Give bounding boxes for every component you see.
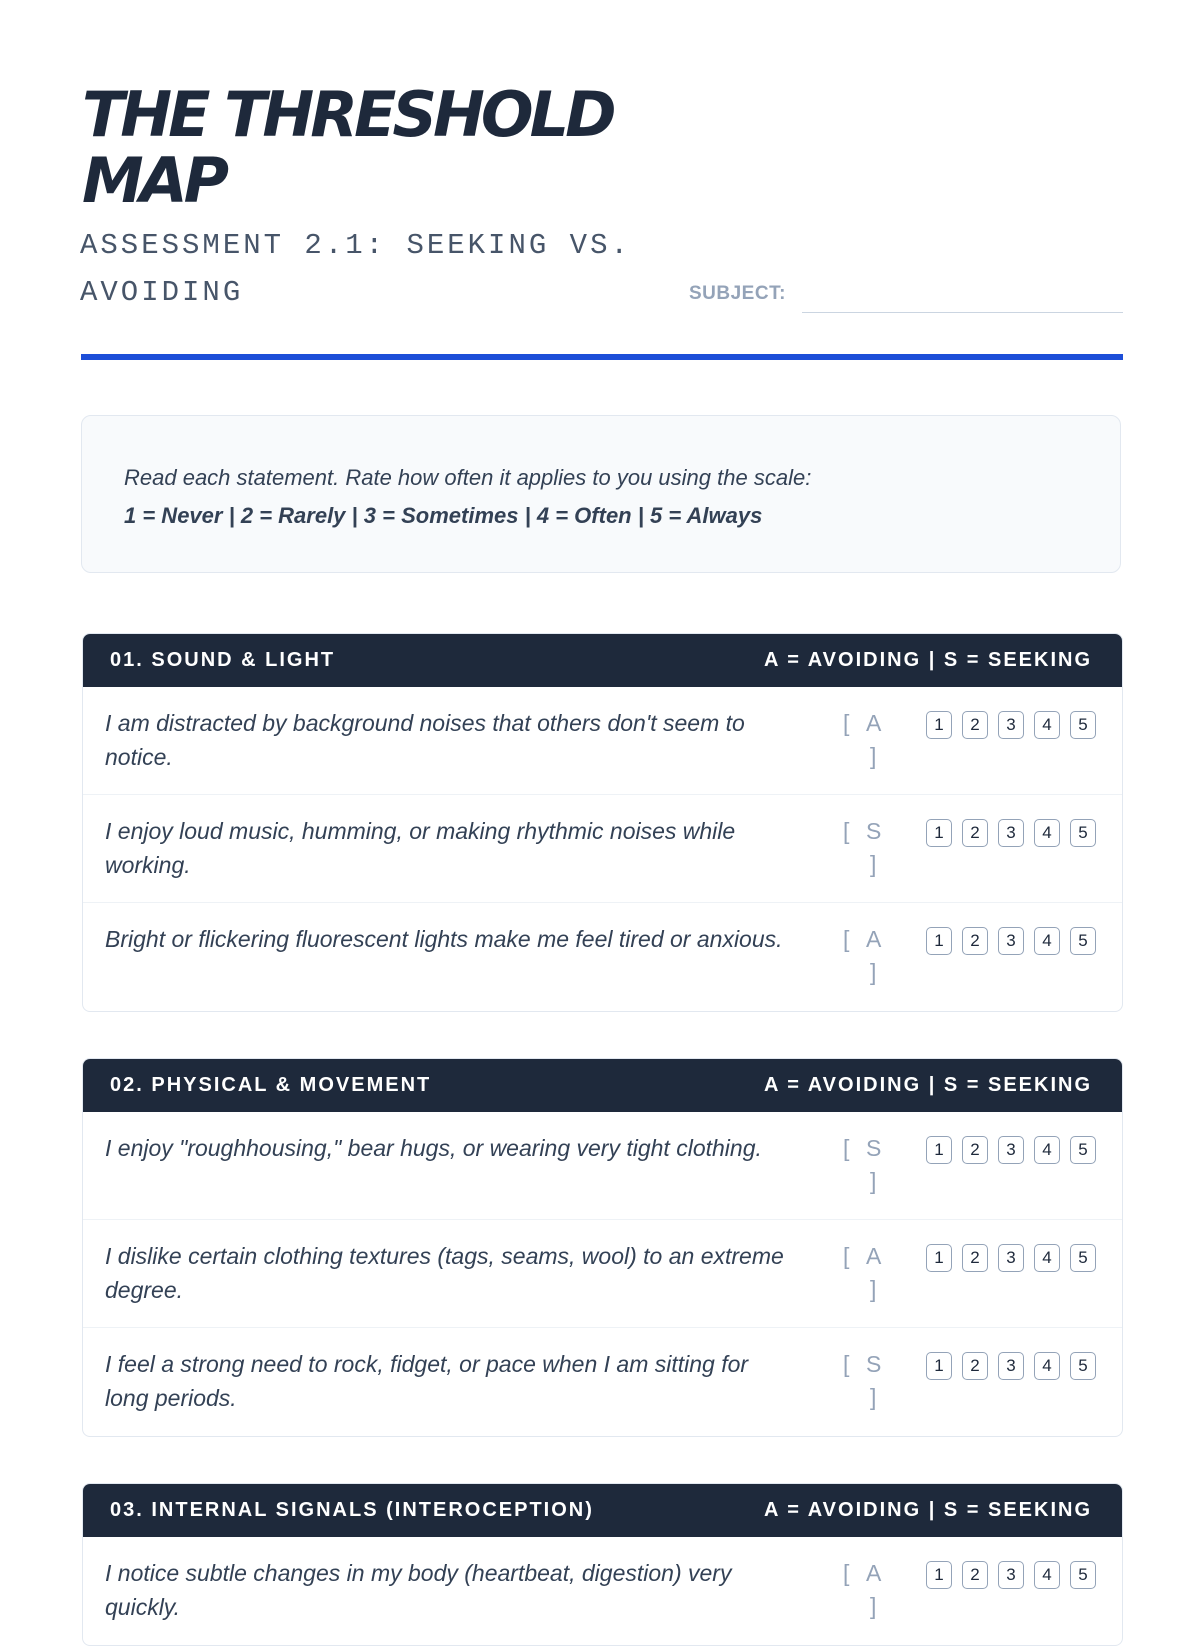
statement-text: I notice subtle changes in my body (heartbeat, digestion) very quickly. bbox=[105, 1560, 732, 1620]
rating-option-2[interactable]: 2 bbox=[962, 1561, 988, 1589]
instructions-box bbox=[81, 415, 1121, 573]
rating-option-4[interactable]: 4 bbox=[1034, 1561, 1060, 1589]
statement-text: I dislike certain clothing textures (tags, seams, wool) to an extreme degree. bbox=[105, 1243, 784, 1303]
rating-option-3[interactable]: 3 bbox=[998, 927, 1024, 955]
rating-option-2[interactable]: 2 bbox=[962, 1352, 988, 1380]
category-code: S bbox=[866, 818, 882, 844]
category-code: A bbox=[866, 710, 882, 736]
section-internal-signals bbox=[82, 1483, 1123, 1646]
rating-option-5[interactable]: 5 bbox=[1070, 1352, 1096, 1380]
section-legend: A = AVOIDING | S = SEEKING bbox=[763, 649, 1092, 671]
rating-option-2[interactable]: 2 bbox=[962, 711, 988, 739]
rating-option-1[interactable]: 1 bbox=[926, 1352, 952, 1380]
section-header bbox=[83, 1059, 1122, 1112]
rating-option-5[interactable]: 5 bbox=[1070, 711, 1096, 739]
assessment-subtitle: ASSESSMENT 2.1: SEEKING VS. AVOIDING bbox=[80, 229, 631, 309]
bracket-close: ] bbox=[870, 743, 877, 769]
rating-option-5[interactable]: 5 bbox=[1070, 1136, 1096, 1164]
bracket-open: [ bbox=[843, 926, 850, 952]
rating-option-3[interactable]: 3 bbox=[998, 1352, 1024, 1380]
bracket-open: [ bbox=[843, 710, 850, 736]
question-row bbox=[83, 903, 1122, 1011]
bracket-close: ] bbox=[870, 851, 877, 877]
rating-option-4[interactable]: 4 bbox=[1034, 1244, 1060, 1272]
section-header bbox=[83, 1484, 1122, 1537]
bracket-close: ] bbox=[870, 1384, 877, 1410]
rating-option-5[interactable]: 5 bbox=[1070, 1561, 1096, 1589]
category-code: A bbox=[866, 1560, 882, 1586]
rating-option-3[interactable]: 3 bbox=[998, 1561, 1024, 1589]
rating-option-3[interactable]: 3 bbox=[998, 711, 1024, 739]
question-row bbox=[83, 687, 1122, 795]
bracket-open: [ bbox=[843, 1135, 850, 1161]
statement-text: I enjoy loud music, humming, or making rhythmic noises while working. bbox=[105, 818, 736, 878]
section-title: 02. PHYSICAL & MOVEMENT bbox=[110, 1074, 432, 1096]
subject-label: SUBJECT: bbox=[689, 283, 786, 304]
rating-option-3[interactable]: 3 bbox=[998, 819, 1024, 847]
question-row bbox=[83, 1112, 1122, 1220]
question-row bbox=[83, 1220, 1122, 1328]
category-code: S bbox=[866, 1135, 882, 1161]
rating-scale bbox=[926, 1561, 1096, 1589]
question-row bbox=[83, 1328, 1122, 1436]
bracket-open: [ bbox=[843, 1351, 850, 1377]
rating-scale bbox=[926, 1136, 1096, 1164]
rating-scale bbox=[926, 1244, 1096, 1272]
bracket-close: ] bbox=[870, 1276, 877, 1302]
subject-field[interactable] bbox=[802, 312, 1123, 313]
rating-scale bbox=[926, 1352, 1096, 1380]
bracket-open: [ bbox=[843, 1560, 850, 1586]
rating-option-4[interactable]: 4 bbox=[1034, 1136, 1060, 1164]
rating-option-1[interactable]: 1 bbox=[926, 1244, 952, 1272]
rating-option-4[interactable]: 4 bbox=[1034, 711, 1060, 739]
section-sound-light bbox=[82, 633, 1123, 1012]
section-title: 03. INTERNAL SIGNALS (INTEROCEPTION) bbox=[110, 1499, 594, 1521]
section-header bbox=[83, 634, 1122, 687]
rating-option-2[interactable]: 2 bbox=[962, 927, 988, 955]
statement-text: I feel a strong need to rock, fidget, or pace when I am sitting for long periods. bbox=[105, 1351, 749, 1411]
statement-text: I am distracted by background noises that others don't seem to notice. bbox=[105, 710, 745, 770]
section-legend: A = AVOIDING | S = SEEKING bbox=[763, 1074, 1092, 1096]
rating-option-1[interactable]: 1 bbox=[926, 1561, 952, 1589]
header-divider bbox=[81, 354, 1123, 360]
rating-option-4[interactable]: 4 bbox=[1034, 1352, 1060, 1380]
statement-text: Bright or flickering fluorescent lights make me feel tired or anxious. bbox=[105, 926, 783, 952]
bracket-open: [ bbox=[843, 818, 850, 844]
rating-option-2[interactable]: 2 bbox=[962, 819, 988, 847]
bracket-close: ] bbox=[870, 959, 877, 985]
rating-option-2[interactable]: 2 bbox=[962, 1244, 988, 1272]
page-title: THE THRESHOLD MAP bbox=[82, 78, 613, 217]
question-row bbox=[83, 795, 1122, 903]
rating-option-4[interactable]: 4 bbox=[1034, 927, 1060, 955]
section-legend: A = AVOIDING | S = SEEKING bbox=[763, 1499, 1092, 1521]
rating-option-5[interactable]: 5 bbox=[1070, 927, 1096, 955]
question-row bbox=[83, 1537, 1122, 1645]
bracket-close: ] bbox=[870, 1593, 877, 1619]
rating-option-1[interactable]: 1 bbox=[926, 1136, 952, 1164]
rating-option-2[interactable]: 2 bbox=[962, 1136, 988, 1164]
rating-scale-legend: 1 = Never | 2 = Rarely | 3 = Sometimes | 4 = Often | 5 = Always bbox=[124, 503, 763, 528]
rating-option-3[interactable]: 3 bbox=[998, 1136, 1024, 1164]
rating-option-1[interactable]: 1 bbox=[926, 819, 952, 847]
section-title: 01. SOUND & LIGHT bbox=[110, 649, 336, 671]
rating-option-5[interactable]: 5 bbox=[1070, 819, 1096, 847]
category-code: S bbox=[866, 1351, 882, 1377]
rating-scale bbox=[926, 819, 1096, 847]
rating-scale bbox=[926, 927, 1096, 955]
rating-option-1[interactable]: 1 bbox=[926, 927, 952, 955]
category-code: A bbox=[866, 1243, 882, 1269]
section-physical-movement bbox=[82, 1058, 1123, 1437]
rating-option-4[interactable]: 4 bbox=[1034, 819, 1060, 847]
rating-option-5[interactable]: 5 bbox=[1070, 1244, 1096, 1272]
rating-option-1[interactable]: 1 bbox=[926, 711, 952, 739]
bracket-close: ] bbox=[870, 1168, 877, 1194]
instructions-text: Read each statement. Rate how often it applies to you using the scale: bbox=[124, 465, 812, 490]
statement-text: I enjoy "roughhousing," bear hugs, or wearing very tight clothing. bbox=[105, 1135, 762, 1161]
rating-scale bbox=[926, 711, 1096, 739]
bracket-open: [ bbox=[843, 1243, 850, 1269]
rating-option-3[interactable]: 3 bbox=[998, 1244, 1024, 1272]
category-code: A bbox=[866, 926, 882, 952]
